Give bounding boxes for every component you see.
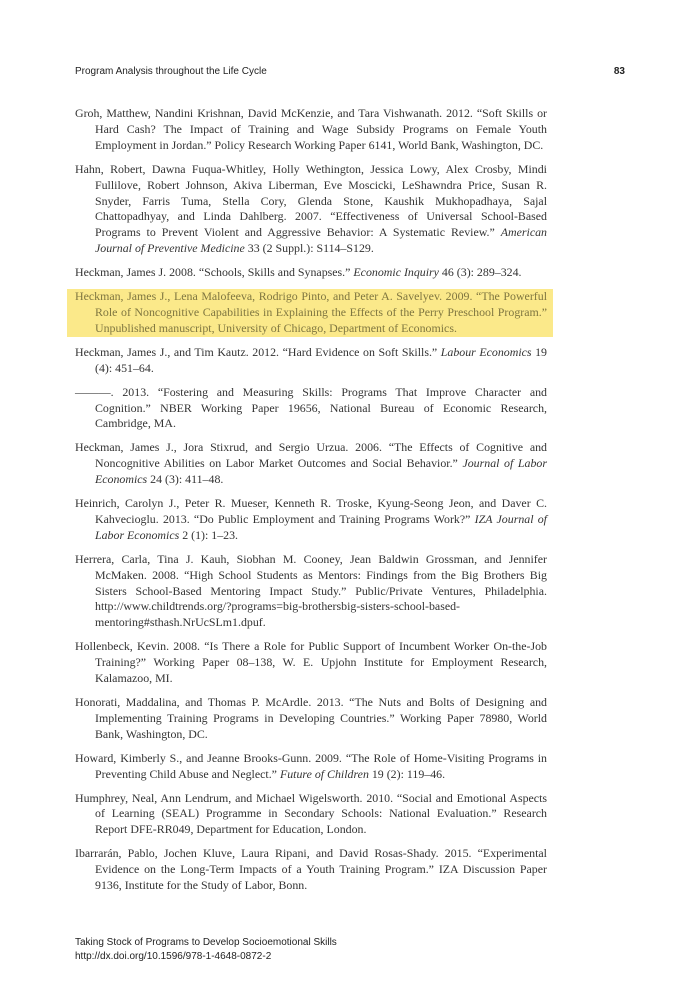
reference-journal-title: Future of Children bbox=[279, 766, 369, 781]
reference-entry bbox=[75, 751, 547, 783]
reference-entry bbox=[75, 162, 547, 257]
reference-text: Heckman, James J., Jora Stixrud, and Sergio Urzua. 2006. “The Effects of Cognitive and Noncognitive Abilities on Labor Market Outcomes and Social Behavior.” bbox=[75, 440, 547, 471]
reference-text: Heckman, James J., and Tim Kautz. 2012. “Hard Evidence on Soft Skills.” bbox=[75, 344, 441, 359]
reference-text: 19 (4): 451–64. bbox=[95, 344, 547, 375]
reference-text: ———. 2013. “Fostering and Measuring Skills: Programs That Improve Character and Cognition.” NBER Working Paper 19656, National Bureau of Economic Research, Cambridge, MA. bbox=[75, 384, 547, 431]
reference-text: Humphrey, Neal, Ann Lendrum, and Michael Wigelsworth. 2010. “Social and Emotional Aspects of Learning (SEAL) Programme in Secondary Schools: National Evaluation.” Research Report DFE-RR049, Department for Education, London. bbox=[75, 790, 547, 837]
reference-entry bbox=[75, 385, 547, 433]
reference-entry bbox=[75, 496, 547, 544]
page-number: 83 bbox=[613, 66, 625, 77]
reference-text: Heinrich, Carolyn J., Peter R. Mueser, Kenneth R. Troske, Kyung-Seong Jeon, and Daver C. Kahvecioglu. 2013. “Do Public Employment and Training Programs Work?” bbox=[75, 496, 547, 526]
reference-journal-title: Journal of Labor Economics bbox=[95, 456, 547, 487]
reference-text: Howard, Kimberly S., and Jeanne Brooks-Gunn. 2009. “The Role of Home-Visiting Programs in Preventing Child Abuse and Neglect.” bbox=[75, 750, 547, 781]
reference-text: 19 (2): 119–46. bbox=[368, 766, 446, 781]
reference-journal-title: American Journal of Preventive Medicine bbox=[95, 225, 547, 256]
reference-text: Hahn, Robert, Dawna Fuqua-Whitley, Holly Wethington, Jessica Lowy, Alex Crosby, Mindi Fullilove, Robert Johnson, Akiva Liberman, Eve Moscicki, LeShawndra Price, Susan R. Snyder, Farris Tuma, Stella Cory, Glenda Stone, Kaushik Mukhopadhaya, Sajal Chattopadhyay, and Linda Dahlberg. 2007. “Effectiveness of Universal School-Based Programs to Prevent Violent and Aggressive Behavior: A Systematic Review.” bbox=[75, 161, 547, 240]
reference-text: Hollenbeck, Kevin. 2008. “Is There a Role for Public Support of Incumbent Worker On-the-Job Training?” Working Paper 08–138, W. E. Upjohn Institute for Employment Research, Kalamazoo, MI. bbox=[75, 639, 547, 686]
reference-text: Ibarrarán, Pablo, Jochen Kluve, Laura Ripani, and David Rosas-Shady. 2015. “Experimental Evidence on the Long-Term Impacts of a Youth Training Program.” IZA Discussion Paper 9136, Institute for the Study of Labor, Bonn. bbox=[75, 846, 547, 893]
reference-text: 2 (1): 1–23. bbox=[179, 527, 239, 542]
reference-entry bbox=[75, 440, 547, 488]
reference-text: 33 (2 Suppl.): S114–S129. bbox=[244, 241, 374, 256]
reference-entry-highlighted bbox=[67, 289, 553, 337]
reference-journal-title: Labour Economics bbox=[440, 344, 532, 359]
running-head-title: Program Analysis throughout the Life Cycle bbox=[75, 66, 267, 77]
reference-text: Herrera, Carla, Tina J. Kauh, Siobhan M. Cooney, Jean Baldwin Grossman, and Jennifer McMaken. 2008. “High School Students as Mentors: Findings from the Big Brothers Big Sisters School-Based Mentoring Impact Study.” Public/Private Ventures, Philadelphia. http://www.childtrends.org/?programs=big-brothersbig-sisters-school-based-mentoring#sthash.NrUcSLm1.dpuf. bbox=[75, 551, 547, 630]
reference-text: 46 (3): 289–324. bbox=[438, 265, 522, 280]
footer-book-title: Taking Stock of Programs to Develop Socioemotional Skills bbox=[75, 937, 337, 948]
reference-journal-title: Economic Inquiry bbox=[353, 265, 439, 280]
reference-entry bbox=[75, 791, 547, 839]
reference-text: Honorati, Maddalina, and Thomas P. McArdle. 2013. “The Nuts and Bolts of Designing and Implementing Training Programs in Developing Countries.” Working Paper 78980, World Bank, Washington, DC. bbox=[75, 695, 547, 741]
reference-text: Heckman, James J., Lena Malofeeva, Rodrigo Pinto, and Peter A. Savelyev. 2009. “The Powerful Role of Noncognitive Capabilities in Explaining the Effects of the Perry Preschool Program.” Unpublished manuscript, University of Chicago, Department of Economics. bbox=[75, 289, 547, 335]
reference-entry bbox=[75, 106, 547, 154]
reference-text: 24 (3): 411–48. bbox=[147, 472, 224, 487]
reference-entry bbox=[75, 639, 547, 687]
reference-text: Heckman, James J. 2008. “Schools, Skills and Synapses.” bbox=[75, 265, 354, 280]
footer-doi-link[interactable]: http://dx.doi.org/10.1596/978-1-4648-0872-2 bbox=[75, 950, 272, 962]
reference-entry bbox=[75, 552, 547, 632]
reference-entry bbox=[75, 695, 547, 743]
reference-entry bbox=[75, 345, 547, 377]
reference-list bbox=[75, 106, 547, 902]
reference-entry bbox=[75, 265, 547, 281]
page-footer bbox=[75, 936, 337, 963]
reference-text: Groh, Matthew, Nandini Krishnan, David McKenzie, and Tara Vishwanath. 2012. “Soft Skills or Hard Cash? The Impact of Training and Wage Subsidy Programs on Female Youth Employment in Jordan.” Policy Research Working Paper 6141, World Bank, Washington, DC. bbox=[75, 106, 547, 152]
reference-entry bbox=[75, 846, 547, 894]
reference-journal-title: IZA Journal of Labor Economics bbox=[95, 511, 547, 542]
